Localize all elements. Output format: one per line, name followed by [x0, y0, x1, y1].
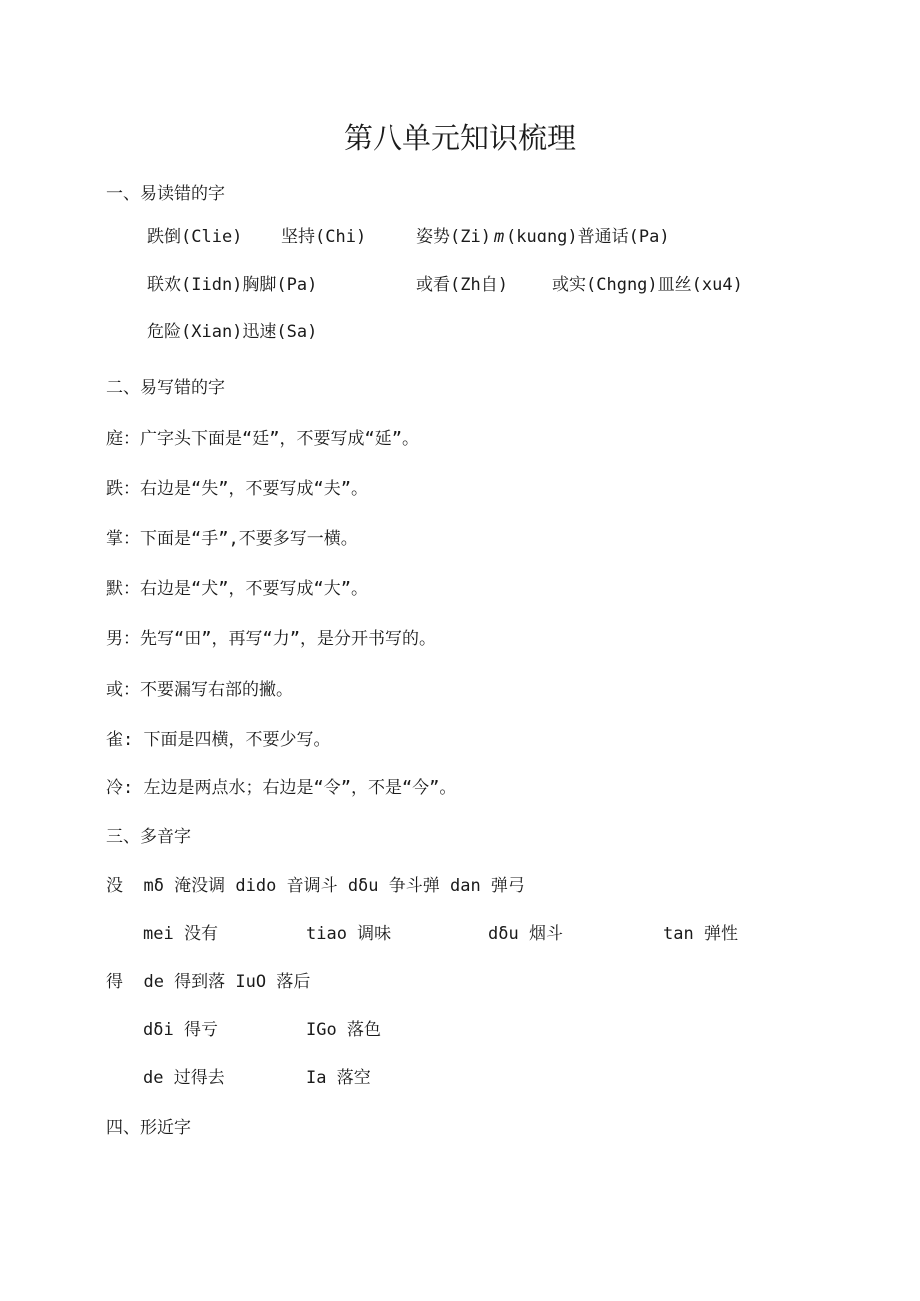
polyphone-item: tan 弹性	[663, 924, 738, 944]
writing-item: 掌：下面是“手”,不要多写一横。	[106, 529, 358, 549]
polyphone-item: mei 没有	[143, 924, 218, 944]
writing-item: 冷: 左边是两点水；右边是“令”，不是“今”。	[106, 778, 457, 798]
polyphone-item: dδi 得亏	[143, 1020, 218, 1040]
writing-item: 男：先写“田”，再写“力”，是分开书写的。	[106, 629, 436, 649]
polyphone-item: tiao 调味	[306, 924, 392, 944]
polyphone-row-3: 得 de 得到落 IuO 落后	[106, 972, 311, 992]
reading-item: 或实(Chgng)皿丝(xu4)	[552, 275, 743, 295]
writing-item: 跌：右边是“失”，不要写成“夫”。	[106, 479, 368, 499]
reading-item: 危险(Xian)迅速(Sa)	[147, 322, 318, 342]
polyphone-item: IGo 落色	[306, 1020, 381, 1040]
polyphone-row-1: 没 mδ 淹没调 dido 音调斗 dδu 争斗弹 dan 弹弓	[106, 876, 525, 896]
reading-item: 联欢(Iidn)胸脚(Pa)	[147, 275, 318, 295]
writing-item: 默：右边是“犬”，不要写成“大”。	[106, 579, 368, 599]
section-heading-1: 一、易读错的字	[106, 184, 225, 204]
section-heading-4: 四、形近字	[106, 1118, 191, 1138]
reading-item: (kuɑng)普通话(Pa)	[506, 227, 670, 247]
polyphone-item: Ia 落空	[306, 1068, 371, 1088]
polyphone-item: dδu 烟斗	[488, 924, 563, 944]
section-heading-2: 二、易写错的字	[106, 378, 225, 398]
reading-item: 跌倒(Clie)	[147, 227, 243, 247]
reading-item: 姿势(Zi)	[416, 227, 491, 247]
reading-item: m	[494, 227, 505, 247]
page-title: 第八单元知识梳理	[343, 121, 576, 155]
writing-item: 或：不要漏写右部的撇。	[106, 680, 293, 700]
reading-item: 坚持(Chi)	[281, 227, 367, 247]
writing-item: 庭：广字头下面是“廷”，不要写成“延”。	[106, 429, 419, 449]
section-heading-3: 三、多音字	[106, 827, 191, 847]
reading-item: 或看(Zh自)	[416, 275, 508, 295]
writing-item: 雀: 下面是四横，不要少写。	[106, 730, 331, 750]
polyphone-item: de 过得去	[143, 1068, 225, 1088]
